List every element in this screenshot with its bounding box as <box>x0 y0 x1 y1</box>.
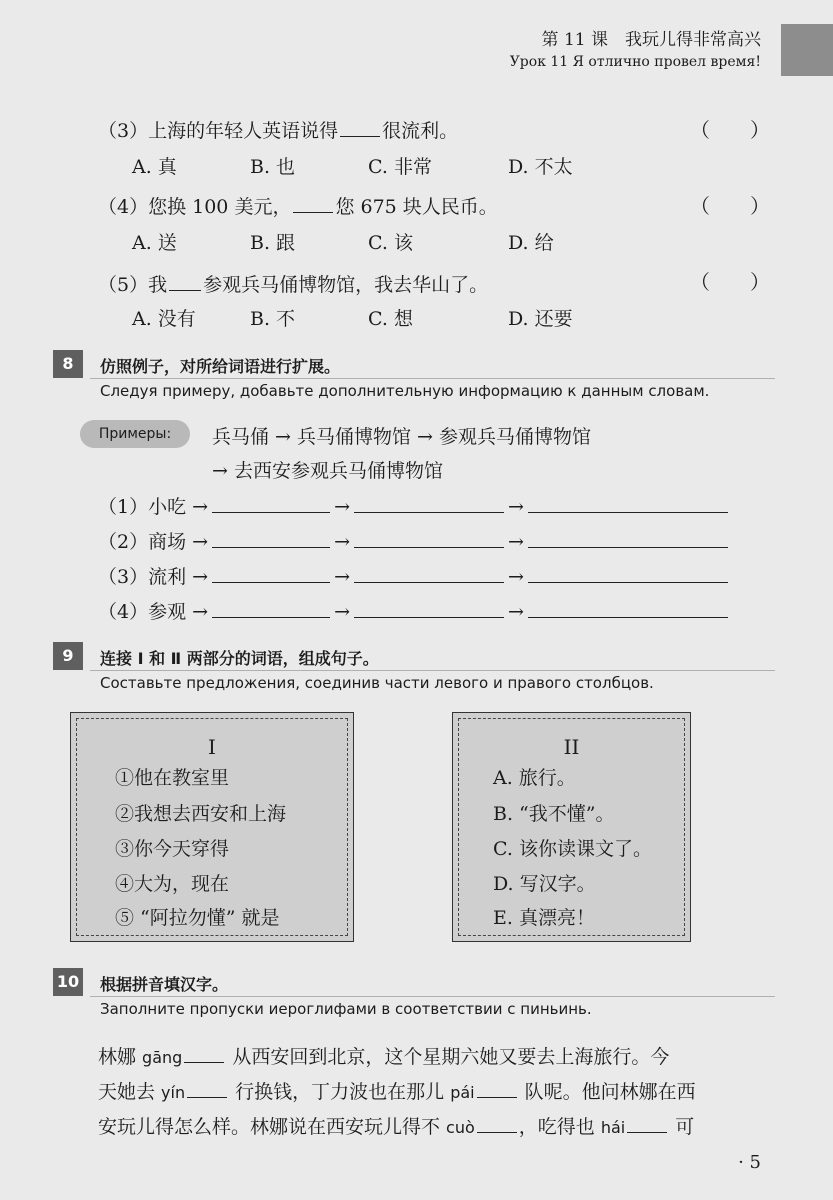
page-tab-marker <box>781 24 833 76</box>
right-item: D. 写汉字。 <box>493 873 596 895</box>
answer-line[interactable] <box>212 546 330 548</box>
section-divider <box>90 996 775 997</box>
answer-blank[interactable] <box>293 211 333 213</box>
answer-blank[interactable] <box>627 1131 667 1133</box>
answer-line[interactable] <box>528 511 728 513</box>
section-title: 连接 Ⅰ 和 Ⅱ 两部分的词语，组成句子。 <box>100 649 379 668</box>
pinyin-hint: hái <box>600 1118 626 1137</box>
page-header <box>510 28 761 72</box>
example-line-2: → 去西安参观兵马俑博物馆 <box>212 460 443 482</box>
left-item: ⑤ “阿拉勿懂” 就是 <box>115 907 280 929</box>
section-number: 9 <box>53 642 83 670</box>
lesson-title-ru: Урок 11 Я отлично провел время! <box>509 54 761 70</box>
question-4: （4）您换 100 美元， 您 675 块人民币。 <box>98 196 498 218</box>
answer-paren[interactable]: （ ） <box>690 118 770 142</box>
passage-line-3: 安玩儿得怎么样。林娜说在西安玩儿得不 cuò ，吃得也 hái 可 <box>98 1116 695 1138</box>
answer-blank[interactable] <box>184 1061 224 1063</box>
answer-line[interactable] <box>528 616 728 618</box>
right-item: B. “我不懂”。 <box>493 803 615 825</box>
answer-blank[interactable] <box>477 1131 517 1133</box>
section-divider <box>90 670 775 671</box>
expansion-item: （1）小吃 → → → <box>98 492 732 519</box>
passage-line-1: 林娜 gāng 从西安回到北京，这个星期六她又要去上海旅行。今 <box>98 1046 670 1068</box>
column-left-title: I <box>208 735 216 759</box>
answer-line[interactable] <box>212 581 330 583</box>
answer-paren[interactable]: （ ） <box>690 194 770 218</box>
pinyin-hint: yín <box>161 1083 186 1102</box>
section-divider <box>90 378 775 379</box>
passage-line-2: 天她去 yín 行换钱，丁力波也在那儿 pái 队呢。他问林娜在西 <box>98 1081 696 1103</box>
lesson-title-cn: 第 11 课 我玩儿得非常高兴 <box>541 30 761 50</box>
answer-line[interactable] <box>212 616 330 618</box>
section-number: 8 <box>53 350 83 378</box>
column-right <box>452 712 691 942</box>
expansion-item: （2）商场 → → → <box>98 527 732 554</box>
answer-line[interactable] <box>528 546 728 548</box>
answer-line[interactable] <box>354 511 504 513</box>
section-title: 根据拼音填汉字。 <box>100 975 229 994</box>
left-item: ④大为，现在 <box>115 873 230 895</box>
answer-blank[interactable] <box>187 1096 227 1098</box>
section-number: 10 <box>53 968 83 996</box>
column-right-title: II <box>563 735 580 759</box>
section-subtitle: Заполните пропуски иероглифами в соответствии с пиньинь. <box>100 1000 592 1018</box>
left-item: ②我想去西安和上海 <box>115 803 287 825</box>
right-item: E. 真漂亮！ <box>493 907 595 929</box>
pinyin-hint: gāng <box>142 1048 183 1067</box>
pinyin-hint: pái <box>450 1083 475 1102</box>
example-label: Примеры: <box>80 420 190 448</box>
answer-line[interactable] <box>354 616 504 618</box>
question-5: （5）我 参观兵马俑博物馆，我去华山了。 <box>98 274 489 296</box>
question-3: （3）上海的年轻人英语说得 很流利。 <box>98 120 459 142</box>
expansion-item: （3）流利 → → → <box>98 562 732 589</box>
column-left <box>70 712 354 942</box>
example-line-1: 兵马俑 → 兵马俑博物馆 → 参观兵马俑博物馆 <box>212 426 591 448</box>
answer-line[interactable] <box>354 581 504 583</box>
section-title: 仿照例子，对所给词语进行扩展。 <box>100 357 341 376</box>
section-subtitle: Составьте предложения, соединив части левого и правого столбцов. <box>100 674 654 692</box>
pinyin-hint: cuò <box>446 1118 475 1137</box>
answer-blank[interactable] <box>477 1096 517 1098</box>
right-item: A. 旅行。 <box>493 767 576 789</box>
answer-blank[interactable] <box>340 135 380 137</box>
expansion-item: （4）参观 → → → <box>98 597 732 624</box>
answer-line[interactable] <box>212 511 330 513</box>
answer-blank[interactable] <box>169 289 201 291</box>
page-number: · 5 <box>738 1152 761 1173</box>
section-subtitle: Следуя примеру, добавьте дополнительную информацию к данным словам. <box>100 382 710 400</box>
right-item: C. 该你读课文了。 <box>493 838 652 860</box>
answer-paren[interactable]: （ ） <box>690 270 770 294</box>
left-item: ①他在教室里 <box>115 767 230 789</box>
answer-line[interactable] <box>354 546 504 548</box>
left-item: ③你今天穿得 <box>115 838 230 860</box>
answer-line[interactable] <box>528 581 728 583</box>
